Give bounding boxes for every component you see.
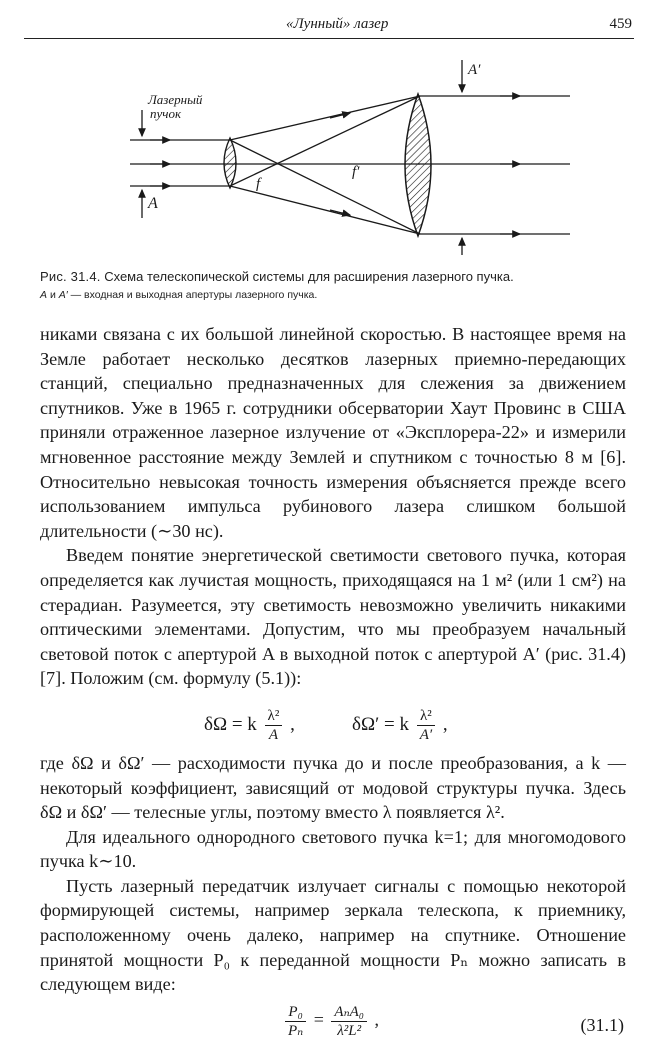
equation-lhs-fraction — [285, 1003, 306, 1040]
equation-body — [282, 1003, 379, 1040]
converging-ray-top — [230, 96, 420, 140]
caption-legend-and: и — [49, 289, 56, 301]
caption-legend-rest: — входная и выходная апертуры лазерного пучка. — [70, 289, 318, 301]
paragraph-1: никами связана с их большой линейной скоростью. В настоящее время на Земле работает несколько десятков лазерных приемно-передающих станций, специально предназначенных для слежения за движением спутников. Уже в 1965 г. сотрудники обсерватории Хаут Провинс в США приняли отраженное лазерное излучение от «Эксплорера-22» и измерили мгновенное расстояние между Землей и спутником с точностью 8 м [6]. Относительно невысокая точность измерения объясняется прежде всего использованием импульса рубинового лазера слишком большой длительности (∼30 нс). — [40, 324, 626, 541]
caption-legend-a: A — [40, 289, 48, 301]
caption-figure-number: Рис. 31.4. — [40, 269, 101, 284]
formula-delta-omega — [204, 707, 295, 744]
formula-1-denominator: A — [268, 726, 279, 743]
label-focal-f-prime: f′ — [352, 164, 360, 180]
caption-line-2 — [40, 288, 620, 302]
page-header — [24, 14, 634, 39]
figure-caption — [40, 268, 620, 302]
equation-lhs-numerator: P₀ — [285, 1003, 306, 1022]
caption-legend-a-prime: A′ — [58, 289, 68, 301]
body-text — [40, 322, 626, 1049]
formula-1-separator: , — [290, 713, 295, 735]
formula-divergence — [40, 695, 626, 745]
equation-rhs-fraction — [331, 1003, 367, 1040]
caption-title: Схема телескопической системы для расширения лазерного пучка. — [104, 269, 514, 284]
caption-line-1 — [40, 268, 620, 285]
equation-equals: = — [313, 1009, 324, 1030]
paragraph-5: Пусть лазерный передатчик излучает сигналы с помощью некоторой формирующей системы, например зеркала телескопа, к приемнику, расположенному очень далеко, например на спутнике. Отношение принятой мощности P₀ к переданной мощности Pₙ можно записать в следующем виде: — [40, 875, 626, 995]
formula-1-fraction — [265, 707, 283, 744]
formula-delta-omega-prime — [352, 707, 448, 744]
paragraph-3: где δΩ и δΩ′ — расходимости пучка до и после преобразования, а k — некоторый коэффициент, зависящий от модовой структуры пучка. Здесь δΩ и δΩ′ — телесные углы, поэтому вместо λ появляется λ². — [40, 752, 626, 823]
label-aperture-a: A — [148, 195, 158, 212]
converging-ray-bottom — [230, 186, 420, 234]
formula-1-numerator: λ² — [265, 707, 283, 726]
paragraph-2: Введем понятие энергетической светимости светового пучка, которая определяется как лучистая мощность, приходящаяся на 1 м² (или 1 см²) на стерадиан. Разумеется, эту светимость невозможно увеличить никакими оптическими элементами. Допустим, что мы преобразуем начальный световой поток с апертурой A в выходной поток с апертурой A′ (рис. 31.4) [7]. Положим (см. формулу (5.1)): — [40, 545, 626, 689]
formula-2-denominator: A′ — [419, 726, 433, 743]
label-focal-f: f — [256, 176, 261, 192]
running-title: «Лунный» лазер — [286, 16, 389, 32]
equation-rhs-denominator: λ²L² — [337, 1022, 362, 1039]
converging-ray-bottom-2 — [230, 96, 420, 186]
label-aperture-a-prime: A′ — [468, 62, 481, 78]
label-laser-beam-line2: пучок — [150, 106, 182, 121]
equation-lhs-denominator: Pₙ — [288, 1022, 304, 1039]
formula-2-fraction — [417, 707, 435, 744]
formula-1-left: δΩ = k — [204, 713, 257, 735]
telescope-diagram — [100, 50, 570, 250]
paragraph-4: Для идеального однородного светового пучка k=1; для многомодового пучка k∼10. — [40, 826, 626, 872]
equation-separator: , — [374, 1009, 380, 1030]
equation-number: (31.1) — [580, 1014, 624, 1035]
figure-telescope-diagram — [100, 50, 570, 250]
equation-31-1 — [40, 1003, 626, 1049]
formula-2-numerator: λ² — [417, 707, 435, 726]
small-lens — [224, 138, 236, 188]
page-number: 459 — [609, 16, 632, 32]
label-laser-beam-line1: Лазерный — [148, 92, 203, 107]
formula-2-left: δΩ′ = k — [352, 713, 409, 735]
large-lens — [405, 94, 431, 236]
equation-rhs-numerator: AₙA₀ — [331, 1003, 367, 1022]
formula-2-separator: , — [442, 713, 448, 735]
